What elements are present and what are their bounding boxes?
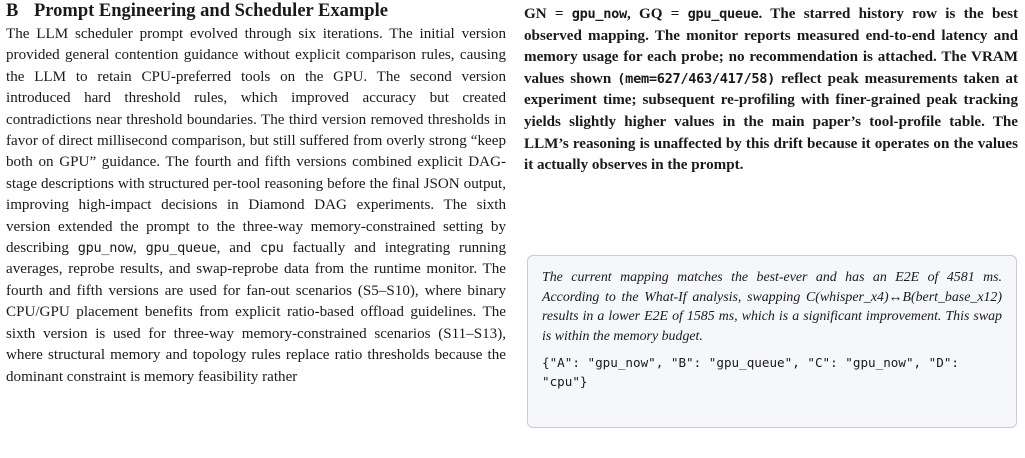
inline-code: cpu [259,240,284,257]
text-run: GN = [524,6,572,22]
left-column [6,0,506,388]
inline-code: gpu_now [77,240,133,257]
llm-output-box [527,255,1017,428]
llm-json-output: {"A": "gpu_now", "B": "gpu_queue", "C": "gpu_now", "D": "cpu"} [542,355,967,389]
text-run: The LLM scheduler prompt evolved through six iterations. The initial version provided general contention guidance without explicit comparison rules, causing the LLM to retain CPU-preferred tools on the GPU. The second version introduced hard threshold rules, which improved accuracy but created contradictions near threshold boundaries. The third version removed thresholds in favor of direct millisecond comparison, but still suffered from overly strong “keep both on GPU” guidance. The fourth and fifth versions combined explicit DAG-stage descriptions with structured per-tool reasoning before the final JSON output, improving high-impact decisions in Diamond DAG experiments. The sixth version extended the prompt to the three-way memory-constrained setting by describing [6,26,506,257]
text-run: , [132,240,146,257]
text-run: , and [216,240,260,257]
body-paragraph [6,24,506,388]
text-run: reflect peak measurements taken at experiment time; subsequent re-profiling with finer-grained peak tracking yields slightly higher values in the main paper’s tool-profile table. The LLM’s reasoning is unaffected by this drift because it operates on the values it actually observes in the prompt. [524,70,1018,174]
section-title: Prompt Engineering and Scheduler Example [34,1,388,21]
inline-code: gpu_queue [145,240,217,257]
inline-code: gpu_now [571,6,627,22]
inline-code: (mem=627/463/417/58) [617,70,775,87]
right-column [524,0,1018,177]
section-heading [6,0,506,22]
llm-reasoning-text: The current mapping matches the best-ever and has an E2E of 4581 ms. According to the What-If analysis, swapping C(whisper_x4)↔B(bert_base_x12) results in a lower E2E of 1585 ms, which is a significant improvement. This swap is within the memory budget. [542,270,1002,344]
text-run: , GQ = [626,6,688,22]
inline-code: gpu_queue [687,6,759,22]
figure-caption [524,4,1018,177]
section-number: B [6,1,19,21]
text-run: . The starred history row is the best observed mapping. The monitor reports measured end-to-end latency and memory usage for each probe; no recommendation is attached. The VRAM values shown [524,6,1018,87]
text-run: factually and integrating running averages, reprobe results, and swap-reprobe data from the runtime monitor. The fourth and fifth versions are used for fan-out scenarios (S5–S10), where binary CPU/GPU placement benefits from explicit ratio-based offload guidelines. The sixth version is used for three-way memory-constrained scenarios (S11–S13), where structural memory and topology rules replace ratio thresholds because the dominant constraint is memory feasibility rather [6,240,506,385]
